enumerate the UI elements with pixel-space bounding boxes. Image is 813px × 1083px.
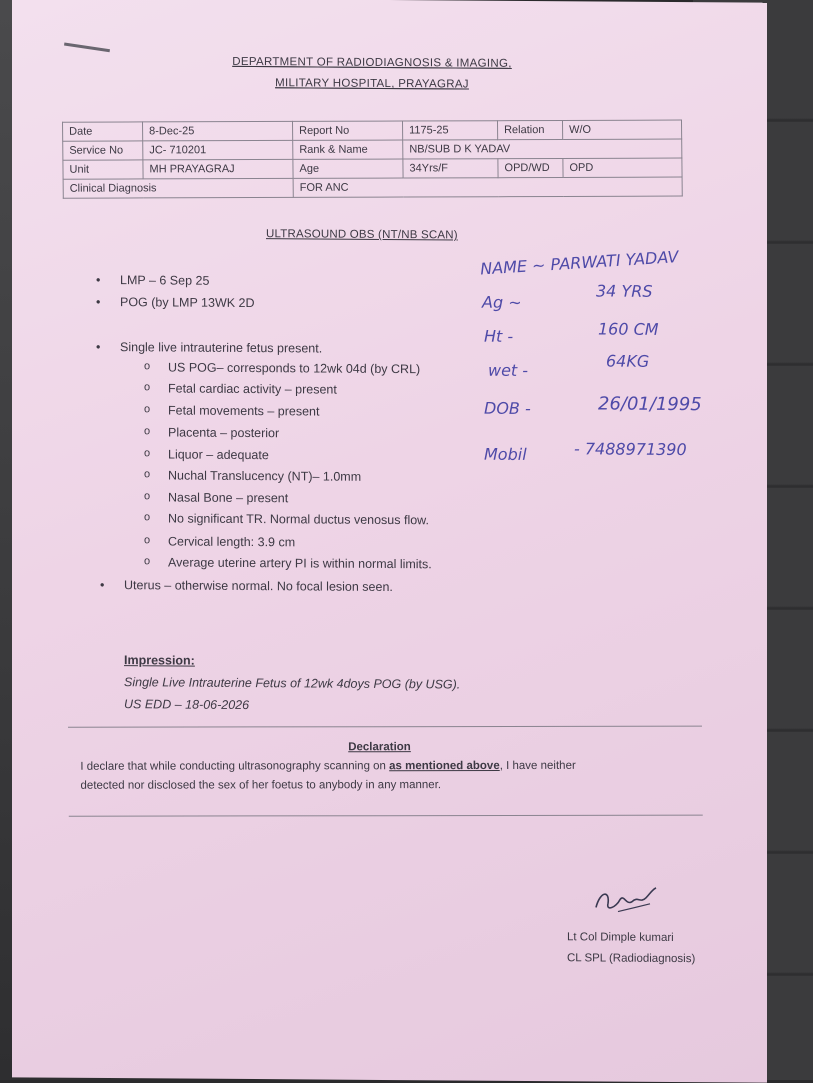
hospital-name: MILITARY HOSPITAL, PRAYAGRAJ [275,77,469,91]
declaration-title: Declaration [348,741,411,754]
hw-name: NAME ~ PARWATI YADAV [479,247,680,279]
department-header [212,52,532,96]
list-item: o Fetal cardiac activity – present [168,381,337,396]
fetus-item: • Single live intrauterine fetus present. [120,340,322,355]
signatory-title: CL SPL (Radiodiagnosis) [567,952,696,966]
hw-weight-label: wet - [488,360,529,380]
list-item: o Nuchal Translucency (NT)– 1.0mm [168,468,361,483]
scan-title: ULTRASOUND OBS (NT/NB SCAN) [266,228,458,242]
hw-dob-value: 26/01/1995 [598,393,702,416]
signatory-name: Lt Col Dimple kumari [567,931,674,944]
impression-line-1: Single Live Intrauterine Fetus of 12wk 4doys POG (by USG). [124,675,461,692]
date-value: 8-Dec-25 [143,121,293,141]
declaration-text-before: I declare that while conducting ultrasonography scanning on [80,760,386,773]
date-label: Date [63,122,143,141]
report-sheet [12,0,767,1083]
list-item: o Cervical length: 3.9 cm [168,534,295,549]
impression-section [124,649,460,717]
hw-height-label: Ht - [484,326,514,346]
opd-label: OPD/WD [498,158,563,177]
table-row [63,139,682,160]
age-label: Age [293,159,403,178]
list-item: o Fetal movements – present [168,403,319,418]
declaration-emphasis: as mentioned above [389,760,500,773]
table-row [63,158,682,179]
lmp-item: • LMP – 6 Sep 25 [120,273,209,288]
pog-item: • POG (by LMP 13WK 2D [120,295,255,310]
list-item: o Liquor – adequate [168,447,269,462]
list-item: o US POG– corresponds to 12wk 04d (by CRL) [168,360,420,376]
opd-value: OPD [563,158,682,177]
table-row [63,177,682,198]
list-item: o No significant TR. Normal ductus venosus flow. [168,511,429,527]
hw-age-label: Ag ~ [482,292,522,312]
clinical-diagnosis-label: Clinical Diagnosis [63,178,293,198]
table-row [63,120,682,141]
uterus-item: • Uterus – otherwise normal. No focal lesion seen. [124,578,393,594]
list-item: o Placenta – posterior [168,425,279,440]
declaration-box [68,726,703,817]
clinical-diagnosis-value: FOR ANC [293,177,682,197]
unit-label: Unit [63,160,143,179]
unit-value: MH PRAYAGRAJ [143,159,293,179]
declaration-line-1 [80,760,700,773]
rank-value: NB/SUB D K YADAV [403,139,682,159]
hw-age-value: 34 YRS [596,281,653,301]
declaration-text-after: , I have neither [499,759,576,773]
patient-info-table [62,120,683,199]
age-value: 34Yrs/F [403,159,498,178]
relation-value: W/O [562,120,681,139]
report-no-label: Report No [292,121,402,140]
signatory-block [567,927,695,970]
hw-mobile-label: Mobil [484,444,527,464]
pen-dash-mark [64,43,110,53]
service-no-label: Service No [63,141,143,160]
list-item: o Nasal Bone – present [168,490,288,505]
impression-edd: US EDD – 18-06-2026 [124,697,250,713]
impression-title: Impression: [124,653,195,668]
hw-weight-value: 64KG [606,351,650,371]
rank-label: Rank & Name [293,140,403,159]
report-no-value: 1175-25 [402,121,497,140]
hw-mobile-value: - 7488971390 [574,439,687,460]
signature-scribble [590,881,670,918]
declaration-line-2: detected nor disclosed the sex of her foetus to anybody in any manner. [80,779,442,792]
department-name: DEPARTMENT OF RADIODIAGNOSIS & IMAGING, [232,55,512,70]
service-no-value: JC- 710201 [143,140,293,160]
list-item: o Average uterine artery PI is within normal limits. [168,555,432,571]
relation-label: Relation [497,120,562,139]
hw-height-value: 160 CM [598,319,659,339]
hw-dob-label: DOB - [484,398,531,418]
